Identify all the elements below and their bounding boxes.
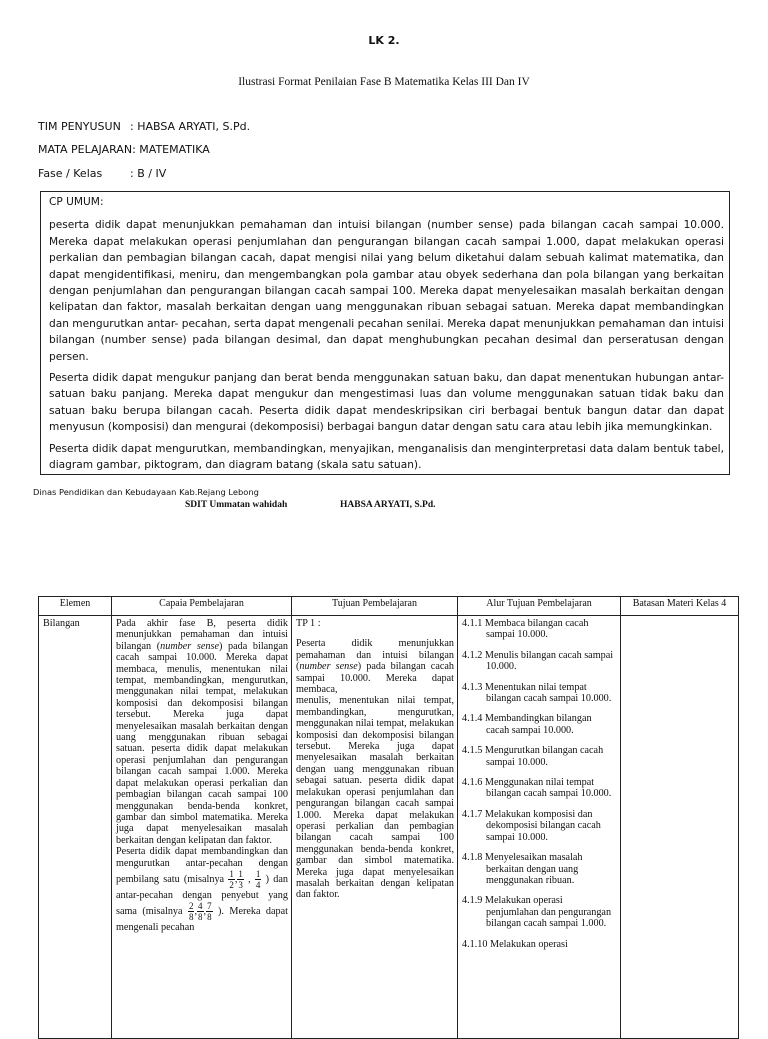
cell-batasan: [621, 616, 739, 1039]
alur-item: 4.1.8 Menyelesaikan masalah berkaitan dengan uang menggunakan ribuan.: [462, 852, 583, 886]
capaian-text: Peserta didik dapat membandingkan dan mengurutkan antar-pecahan dengan pembilang satu (misalnya: [116, 846, 288, 885]
tim-penyusun-label: TIM PENYUSUN: [38, 120, 121, 133]
fraction: [255, 869, 262, 890]
capaian-emphasis: number sense: [160, 640, 219, 652]
alur-item: 4.1.9 Melakukan operasi penjumlahan dan pengurangan bilangan cacah sampai 1.000.: [462, 895, 612, 930]
tujuan-emphasis: number sense: [299, 661, 358, 673]
table-row: [39, 616, 739, 1039]
cp-paragraph-bilangan: peserta didik dapat menunjukkan pemahaman dan intuisi bilangan (number sense) pada bilangan cacah sampai 10.000. Mereka dapat melakukan operasi penjumlahan dan pengurangan bilangan cacah sampai 1.000, dapat melakukan operasi perkalian dan pembagian bilangan cacah, dapat mengisi nilai yang belum diketahui dalam sebuah kalimat matematika, dan dapat mengidentifikasi, meniru, dan mengembangkan pola gambar atau obyek sederhana dan pola bilangan yang berkaitan dengan penjumlahan dan pengurangan bilangan cacah sampai 100. Mereka dapat menyelesaikan masalah berkaitan dengan kelipatan dan faktor, masalah berkaitan dengan uang menggunakan ribuan sebagai satuan. Mereka dapat membandingkan dan mengurutkan antar- pecahan, serta dapat mengenali pecahan senilai. Mereka dapat menunjukkan pemahaman dan intuisi bilangan (number sense) pada bilangan desimal, dan dapat menghubungkan pecahan desimal dan perseratusan dengan persen.: [49, 219, 724, 363]
fraction: [206, 901, 213, 922]
alur-item: 4.1.3 Menentukan nilai tempat bilangan cacah sampai 10.000.: [462, 681, 612, 705]
capaian-text: ) pada bilangan cacah sampai 10.000. Mereka dapat membaca, menulis, menentukan nilai tempat, membandingkan, mengurutkan, menggunakan nilai tempat, melakukan komposisi dan dekomposisi bilangan tersebut. Mereka juga dapat menyelesaikan masalah berkaitan dengan uang menggunakan ribuan sebagai satuan. peserta didik dapat melakukan operasi penjumlahan dan pengurangan bilangan cacah sampai 1.000. Mereka dapat melakukan operasi perkalian dan pembagian bilangan cacah sampai 100 menggunakan benda-benda konkret, gambar dan simbol matematika. Mereka juga dapat menyelesaikan masalah berkaitan dengan kelipatan dan faktor.: [116, 640, 288, 846]
cell-alur: [458, 616, 621, 1039]
fase-kelas-value: : B / IV: [130, 167, 167, 180]
assessment-table: [38, 596, 739, 1039]
header-tujuan: Tujuan Pembelajaran: [292, 597, 458, 616]
mata-pelajaran-row: [38, 143, 210, 156]
alur-item: 4.1.1 Membaca bilangan cacah sampai 10.000.: [462, 618, 589, 641]
alur-item: 4.1.10 Melakukan operasi: [462, 938, 568, 950]
tim-penyusun-value: : HABSA ARYATI, S.Pd.: [130, 120, 251, 133]
cp-paragraph-pengukuran: Peserta didik dapat mengukur panjang dan berat benda menggunakan satuan baku, dan dapat menentukan hubungan antar-satuan baku panjang. Mereka dapat mengukur dan mengestimasi luas dan volume menggunakan satuan tidak baku dan satuan baku berupa bilangan cacah. Peserta didik dapat mendeskripsikan ciri berbagai bentuk bangun datar dan dapat menyusun (komposisi) dan mengurai (dekomposisi) berbagai bangun datar dengan satu cara atau lebih jika memungkinkan.: [49, 372, 724, 434]
fraction-denominator: 3: [238, 879, 243, 890]
mata-pelajaran-label: MATA PELAJARAN:: [38, 143, 136, 156]
alur-item: 4.1.4 Membandingkan bilangan cacah sampai 10.000.: [462, 713, 592, 736]
fraction-denominator: 8: [207, 912, 212, 923]
capaian-paragraph-1: [116, 618, 288, 846]
document-subtitle: Ilustrasi Format Penilaian Fase B Matematika Kelas III Dan IV: [238, 76, 530, 88]
fraction-numerator: 7: [207, 901, 212, 912]
fraction: [228, 869, 235, 890]
fraction-numerator: 1: [238, 868, 243, 879]
cell-capaian: [112, 616, 292, 1039]
capaian-paragraph-2: Peserta didik dapat membandingkan dan mengurutkan antar-pecahan dengan pembilang satu (misalnya $\frac{1}{2}$ , $\frac{1}{3}$ , $\frac{1}{4}$ ) dan antar-pecahan dengan penyebut yang sama (misalnya $\frac{2}{8}$ , $\frac{4}{8}$ , $\frac{7}{8}$ ). Mereka dapat mengenali pecahan: [116, 846, 289, 934]
table-header-row: [39, 597, 739, 616]
cp-umum-heading: CP UMUM:: [49, 196, 104, 208]
elemen-value: Bilangan: [43, 618, 80, 629]
header-capaian: Capaia Pembelajaran: [112, 597, 292, 616]
fraction: [197, 901, 204, 922]
school-name: SDIT Ummatan wahidah: [185, 500, 288, 510]
tujuan-label: TP 1 :: [296, 618, 321, 629]
cp-paragraph-data: Peserta didik dapat mengurutkan, membandingkan, menyajikan, menganalisis dan menginterpretasi data dalam bentuk tabel, diagram gambar, piktogram, dan diagram batang (skala satu satuan).: [49, 442, 724, 472]
fraction-denominator: 8: [188, 912, 194, 923]
fraction-numerator: 2: [188, 901, 194, 912]
fraction-denominator: 8: [198, 912, 203, 923]
header-alur: Alur Tujuan Pembelajaran: [458, 597, 621, 616]
fraction-numerator: 1: [255, 868, 261, 879]
mata-pelajaran-value: MATEMATIKA: [135, 143, 210, 156]
alur-item: 4.1.7 Melakukan komposisi dan dekomposisi bilangan cacah sampai 10.000.: [462, 808, 601, 843]
fraction: [188, 901, 195, 922]
tujuan-paragraph-rest: menulis, menentukan nilai tempat, membandingkan, mengurutkan, menggunakan nilai tempat, melakukan komposisi dan dekomposisi bilangan tersebut. Mereka juga dapat menyelesaikan masalah berkaitan dengan uang menggunakan ribuan sebagai satuan. peserta didik dapat melakukan operasi penjumlahan dan pengurangan bilangan cacah sampai 1.000. Mereka dapat melakukan operasi perkalian dan pembagian bilangan cacah sampai 100 menggunakan benda-benda konkret, gambar dan simbol matematika. Mereka juga dapat menyelesaikan masalah berkaitan dengan kelipatan dan faktor.: [296, 695, 454, 901]
signer-name: HABSA ARYATI, S.Pd.: [340, 500, 436, 510]
fraction: [237, 869, 244, 890]
alur-item: 4.1.2 Menulis bilangan cacah sampai 10.000.: [462, 649, 614, 673]
header-batasan: Batasan Materi Kelas 4: [621, 597, 739, 616]
fraction-numerator: 4: [198, 901, 203, 912]
capaian-text: ). Mereka dapat mengenali pecahan: [116, 906, 288, 934]
document-title: LK 2.: [368, 34, 400, 47]
fraction-denominator: 2: [229, 879, 234, 890]
tujuan-text: Peserta didik menunjukkan pemahaman dan intuisi bilangan (: [296, 638, 454, 673]
fase-kelas-row: [38, 167, 166, 180]
fraction-denominator: 4: [255, 879, 261, 890]
capaian-text: ) dan antar-pecahan dengan penyebut yang sama (misalnya: [116, 873, 289, 918]
cell-tujuan: [292, 616, 458, 1039]
fase-kelas-label: Fase / Kelas: [38, 167, 103, 180]
capaian-text: Pada akhir fase B, peserta didik menunjukkan pemahaman dan intuisi bilangan (: [116, 618, 288, 652]
cp-umum-box: [40, 191, 730, 475]
dinas-caption: Dinas Pendidikan dan Kebudayaan Kab.Rejang Lebong: [33, 487, 259, 497]
alur-item: 4.1.6 Menggunakan nilai tempat bilangan cacah sampai 10.000.: [462, 777, 612, 800]
tujuan-text: ) pada bilangan cacah sampai 10.000. Mereka dapat membaca,: [296, 661, 454, 696]
alur-item: 4.1.5 Mengurutkan bilangan cacah sampai 10.000.: [462, 745, 604, 768]
header-elemen: Elemen: [39, 597, 112, 616]
fraction-numerator: 1: [229, 868, 234, 879]
tujuan-paragraph: [296, 638, 454, 695]
tim-penyusun-row: [38, 120, 250, 133]
cell-elemen: [39, 616, 112, 1039]
